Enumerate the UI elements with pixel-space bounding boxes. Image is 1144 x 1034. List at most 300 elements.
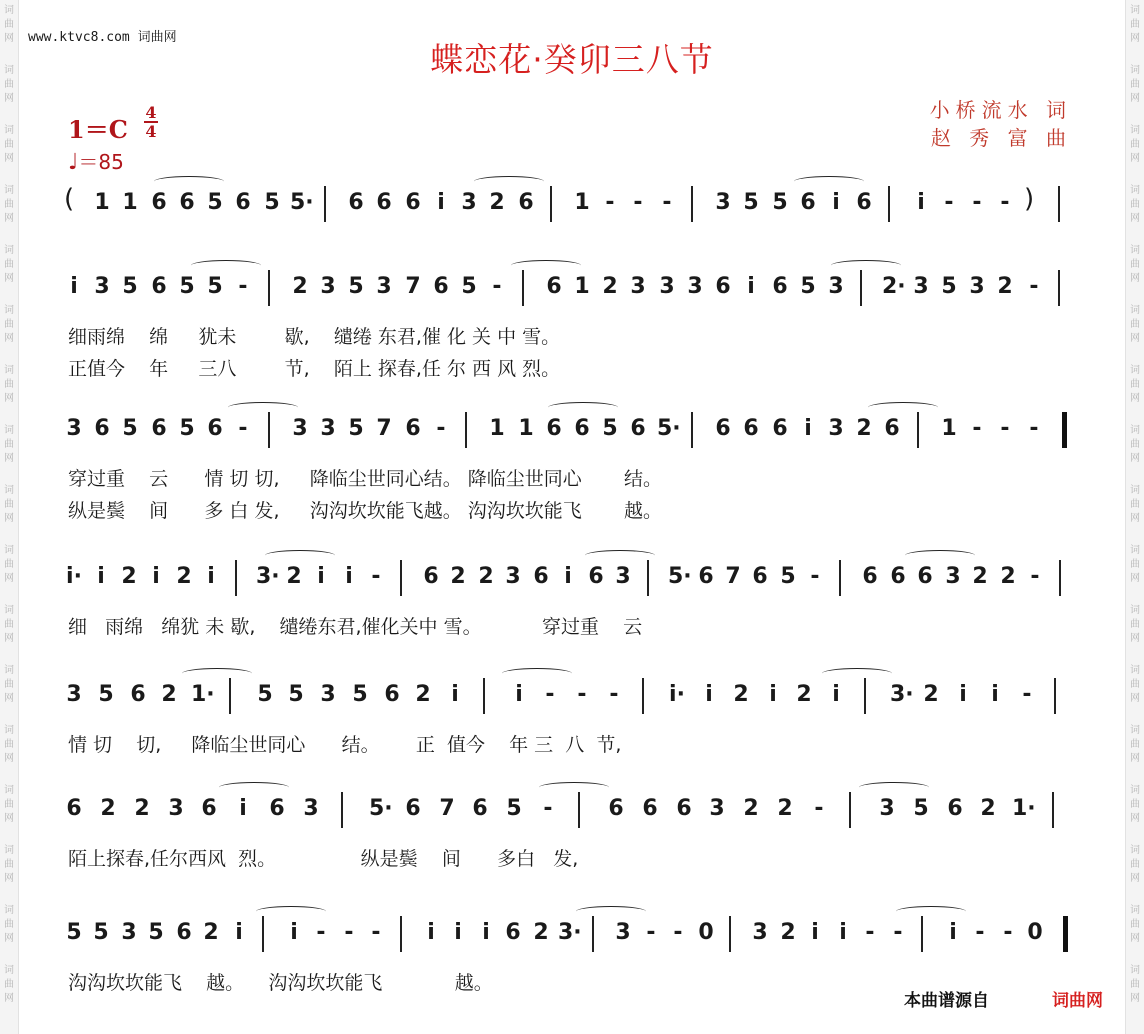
note: 6 — [884, 416, 900, 441]
note: i — [451, 682, 459, 707]
note: 1 — [574, 274, 590, 299]
note: 5 — [461, 274, 477, 299]
barline — [888, 186, 890, 222]
slur — [859, 782, 929, 793]
note: 5 — [257, 682, 273, 707]
note: - — [972, 190, 982, 215]
note: - — [371, 920, 381, 945]
note: 6 — [433, 274, 449, 299]
note: 3 — [828, 416, 844, 441]
site-watermark: www.ktvc8.com 词曲网 — [28, 30, 177, 45]
note: - — [1029, 416, 1039, 441]
note: 1· — [1012, 796, 1036, 821]
note: 5 — [780, 564, 796, 589]
note: 7 — [439, 796, 455, 821]
note: 6 — [94, 416, 110, 441]
note: i — [804, 416, 812, 441]
side-watermark: 词 曲 网 — [1130, 965, 1140, 1004]
note: 5 — [800, 274, 816, 299]
note: 2 — [923, 682, 939, 707]
note: 6 — [384, 682, 400, 707]
side-watermark: 词 曲 网 — [4, 545, 14, 584]
slur — [585, 550, 655, 561]
note: i — [959, 682, 967, 707]
note: 3 — [320, 682, 336, 707]
note: 6 — [201, 796, 217, 821]
note: 2 — [796, 682, 812, 707]
note: 6 — [151, 416, 167, 441]
note: 6 — [472, 796, 488, 821]
note: 2 — [100, 796, 116, 821]
lyricist-credit: 小桥流水 词 — [929, 98, 1072, 122]
note: 0 — [698, 920, 714, 945]
note: 3 — [320, 416, 336, 441]
note: 5 — [207, 190, 223, 215]
slur — [576, 906, 646, 917]
note: - — [972, 416, 982, 441]
note: - — [1022, 682, 1032, 707]
composer-credit: 赵 秀 富 曲 — [930, 126, 1072, 150]
side-watermark: 词 曲 网 — [4, 725, 14, 764]
note: 3· — [256, 564, 280, 589]
lyric-line: 陌上探春,任尔西风 烈。 纵是鬓 间 多白 发, — [68, 848, 579, 870]
note: 3 — [615, 564, 631, 589]
note: 6 — [405, 416, 421, 441]
note: 3 — [659, 274, 675, 299]
note: 3 — [66, 682, 82, 707]
note: 6 — [348, 190, 364, 215]
note: 5 — [148, 920, 164, 945]
note: 2 — [489, 190, 505, 215]
slur — [794, 176, 864, 187]
note: 2 — [176, 564, 192, 589]
slur — [502, 668, 572, 679]
note: 7 — [405, 274, 421, 299]
note: i — [832, 682, 840, 707]
side-watermark: 词 曲 网 — [4, 305, 14, 344]
barline — [465, 412, 467, 448]
note: 2 — [203, 920, 219, 945]
note: 7 — [376, 416, 392, 441]
side-watermark: 词 曲 网 — [1130, 905, 1140, 944]
side-watermark: 词 曲 网 — [1130, 725, 1140, 764]
note: 6 — [947, 796, 963, 821]
note: 2· — [882, 274, 906, 299]
barline — [642, 678, 644, 714]
final-barline — [1062, 412, 1067, 448]
note: 6 — [752, 564, 768, 589]
parenthesis: ) — [1024, 184, 1035, 214]
note: 2 — [478, 564, 494, 589]
side-watermark: 词 曲 网 — [1130, 5, 1140, 44]
note: 5 — [288, 682, 304, 707]
note: 2 — [780, 920, 796, 945]
side-watermark: 词 曲 网 — [1130, 425, 1140, 464]
note: 3 — [461, 190, 477, 215]
note: i — [917, 190, 925, 215]
note: 5 — [179, 274, 195, 299]
lyric-line: 细 雨绵 绵犹 未 歇, 缱绻东君,催化关中 雪。 穿过重 云 — [68, 616, 643, 638]
note: 5 — [602, 416, 618, 441]
note: 6 — [772, 416, 788, 441]
note: 0 — [1027, 920, 1043, 945]
note: 6 — [588, 564, 604, 589]
right-watermark-strip — [1125, 0, 1144, 1034]
barline — [860, 270, 862, 306]
note: 5· — [657, 416, 681, 441]
barline — [268, 412, 270, 448]
note: 5 — [941, 274, 957, 299]
side-watermark: 词 曲 网 — [4, 485, 14, 524]
note: 2 — [602, 274, 618, 299]
note: 5· — [369, 796, 393, 821]
note: 5· — [290, 190, 314, 215]
note: 6 — [546, 274, 562, 299]
note: 2 — [743, 796, 759, 821]
barline — [262, 916, 264, 952]
note: 1 — [94, 190, 110, 215]
notation-line — [64, 560, 1080, 594]
barline — [483, 678, 485, 714]
note: 2 — [415, 682, 431, 707]
note: 5 — [772, 190, 788, 215]
note: - — [646, 920, 656, 945]
side-watermark: 词 曲 网 — [1130, 245, 1140, 284]
note: 6 — [715, 416, 731, 441]
note: 6 — [176, 920, 192, 945]
side-watermark: 词 曲 网 — [1130, 665, 1140, 704]
note: 6 — [207, 416, 223, 441]
note: i — [949, 920, 957, 945]
side-watermark: 词 曲 网 — [1130, 785, 1140, 824]
note: 5 — [122, 416, 138, 441]
note: - — [577, 682, 587, 707]
note: 6 — [574, 416, 590, 441]
left-watermark-strip — [0, 0, 19, 1034]
note: 5 — [207, 274, 223, 299]
note: 3 — [945, 564, 961, 589]
note: i — [832, 190, 840, 215]
note: i — [515, 682, 523, 707]
note: 2 — [1000, 564, 1016, 589]
note: 6 — [743, 416, 759, 441]
barline — [1059, 560, 1061, 596]
side-watermark: 词 曲 网 — [4, 245, 14, 284]
note: 3 — [752, 920, 768, 945]
note: 1 — [122, 190, 138, 215]
note: 6 — [630, 416, 646, 441]
note: 6 — [151, 190, 167, 215]
note: i — [239, 796, 247, 821]
barline — [341, 792, 343, 828]
note: 1 — [574, 190, 590, 215]
side-watermark: 词 曲 网 — [4, 845, 14, 884]
tempo-mark — [68, 146, 124, 175]
note: - — [1029, 274, 1039, 299]
note: 6 — [405, 796, 421, 821]
side-watermark: 词 曲 网 — [4, 965, 14, 1004]
note: i — [769, 682, 777, 707]
barline — [917, 412, 919, 448]
note: 6 — [890, 564, 906, 589]
barline — [839, 560, 841, 596]
note: 3 — [879, 796, 895, 821]
parenthesis: ( — [64, 184, 75, 214]
note: i — [811, 920, 819, 945]
barline — [864, 678, 866, 714]
note: 3 — [709, 796, 725, 821]
note: - — [492, 274, 502, 299]
side-watermark: 词 曲 网 — [1130, 65, 1140, 104]
side-watermark: 词 曲 网 — [4, 365, 14, 404]
note: 2 — [533, 920, 549, 945]
note: i — [747, 274, 755, 299]
note: 5· — [668, 564, 692, 589]
barline — [729, 916, 731, 952]
note: - — [609, 682, 619, 707]
note: 5 — [264, 190, 280, 215]
barline — [400, 560, 402, 596]
note: 6 — [772, 274, 788, 299]
slur — [474, 176, 544, 187]
note: 2 — [997, 274, 1013, 299]
note: 2 — [121, 564, 137, 589]
slur — [868, 402, 938, 413]
note: 3 — [303, 796, 319, 821]
side-watermark: 词 曲 网 — [4, 785, 14, 824]
note: - — [975, 920, 985, 945]
slur — [539, 782, 609, 793]
note: - — [810, 564, 820, 589]
note: 5 — [743, 190, 759, 215]
slur — [511, 260, 581, 271]
slur — [228, 402, 298, 413]
side-watermark: 词 曲 网 — [1130, 845, 1140, 884]
note: i — [454, 920, 462, 945]
note: 5 — [66, 920, 82, 945]
note: i — [839, 920, 847, 945]
note: - — [545, 682, 555, 707]
barline — [691, 186, 693, 222]
note: 6 — [856, 190, 872, 215]
note: 5 — [913, 796, 929, 821]
side-watermark: 词 曲 网 — [1130, 185, 1140, 224]
note: i — [482, 920, 490, 945]
note: 2 — [292, 274, 308, 299]
note: 2 — [733, 682, 749, 707]
note: 1· — [191, 682, 215, 707]
note: - — [605, 190, 615, 215]
note: - — [865, 920, 875, 945]
side-watermark: 词 曲 网 — [1130, 365, 1140, 404]
note: - — [1000, 416, 1010, 441]
barline — [578, 792, 580, 828]
note: 5 — [506, 796, 522, 821]
slur — [548, 402, 618, 413]
note: 1 — [518, 416, 534, 441]
note: - — [238, 416, 248, 441]
note: 5 — [348, 274, 364, 299]
barline — [1052, 792, 1054, 828]
note: 2 — [972, 564, 988, 589]
note: 6 — [862, 564, 878, 589]
note: 1 — [489, 416, 505, 441]
note: - — [673, 920, 683, 945]
note: 6 — [715, 274, 731, 299]
note: 5 — [122, 274, 138, 299]
note: i· — [66, 564, 82, 589]
note: 6 — [642, 796, 658, 821]
note: i — [564, 564, 572, 589]
note: 5 — [348, 416, 364, 441]
credits — [930, 96, 1072, 152]
final-barline — [1063, 916, 1068, 952]
side-watermark: 词 曲 网 — [4, 605, 14, 644]
note: 5 — [179, 416, 195, 441]
note: 6 — [179, 190, 195, 215]
side-watermark: 词 曲 网 — [1130, 485, 1140, 524]
note: - — [814, 796, 824, 821]
notation-line — [64, 792, 1080, 826]
side-watermark: 词 曲 网 — [4, 65, 14, 104]
lyric-line: 穿过重 云 情 切 切, 降临尘世同心结。 降临尘世同心 结。 — [68, 468, 663, 490]
lyric-line: 沟沟坎坎能飞 越。 沟沟坎坎能飞 越。 — [68, 972, 493, 994]
note: 3· — [890, 682, 914, 707]
note: 5 — [93, 920, 109, 945]
barline — [522, 270, 524, 306]
slur — [831, 260, 901, 271]
note: 2 — [450, 564, 466, 589]
note: 3 — [969, 274, 985, 299]
note: 3 — [828, 274, 844, 299]
lyric-line: 细雨绵 绵 犹未 歇, 缱绻 东君,催 化 关 中 雪。 — [68, 326, 561, 348]
side-watermark: 词 曲 网 — [1130, 305, 1140, 344]
note: i — [427, 920, 435, 945]
note: 6 — [130, 682, 146, 707]
note: - — [1000, 190, 1010, 215]
barline — [400, 916, 402, 952]
note: 2 — [161, 682, 177, 707]
note: i — [345, 564, 353, 589]
barline — [268, 270, 270, 306]
note: - — [436, 416, 446, 441]
note: 6 — [698, 564, 714, 589]
note: 2 — [134, 796, 150, 821]
slur — [896, 906, 966, 917]
notation-line — [64, 186, 1080, 220]
note: - — [543, 796, 553, 821]
notation-line — [64, 678, 1080, 712]
slur — [265, 550, 335, 561]
quarter-note-icon: ♩ — [68, 150, 79, 175]
slur — [182, 668, 252, 679]
lyric-line: 纵是鬓 间 多 白 发, 沟沟坎坎能飞越。 沟沟坎坎能飞 越。 — [68, 500, 663, 522]
note: 1 — [941, 416, 957, 441]
side-watermark: 词 曲 网 — [1130, 545, 1140, 584]
note: i — [152, 564, 160, 589]
note: 3 — [66, 416, 82, 441]
side-watermark: 词 曲 网 — [1130, 125, 1140, 164]
note: 6 — [235, 190, 251, 215]
note: - — [371, 564, 381, 589]
side-watermark: 词 曲 网 — [4, 665, 14, 704]
slur — [191, 260, 261, 271]
time-signature — [144, 104, 158, 140]
time-denominator: 4 — [145, 122, 157, 141]
note: 5 — [352, 682, 368, 707]
slur — [822, 668, 892, 679]
note: i — [290, 920, 298, 945]
side-watermark: 词 曲 网 — [1130, 605, 1140, 644]
note: i — [70, 274, 78, 299]
song-title: 蝶恋花·癸卯三八节 — [430, 40, 714, 79]
barline — [1058, 186, 1060, 222]
side-watermark: 词 曲 网 — [4, 5, 14, 44]
side-watermark: 词 曲 网 — [4, 905, 14, 944]
barline — [324, 186, 326, 222]
note: 2 — [856, 416, 872, 441]
note: i — [97, 564, 105, 589]
note: - — [344, 920, 354, 945]
barline — [1054, 678, 1056, 714]
barline — [592, 916, 594, 952]
footer-source: 本曲谱源自 — [904, 991, 989, 1011]
note: i — [317, 564, 325, 589]
side-watermark: 词 曲 网 — [4, 425, 14, 464]
barline — [921, 916, 923, 952]
barline — [691, 412, 693, 448]
note: 6 — [917, 564, 933, 589]
note: 6 — [608, 796, 624, 821]
note: 6 — [518, 190, 534, 215]
slur — [905, 550, 975, 561]
note: 3 — [168, 796, 184, 821]
note: 3 — [913, 274, 929, 299]
note: 3 — [376, 274, 392, 299]
slur — [154, 176, 224, 187]
note: - — [893, 920, 903, 945]
note: 3· — [558, 920, 582, 945]
note: i — [705, 682, 713, 707]
note: 3 — [320, 274, 336, 299]
note: - — [238, 274, 248, 299]
note: i — [207, 564, 215, 589]
note: 3 — [505, 564, 521, 589]
note: - — [1030, 564, 1040, 589]
note: 6 — [151, 274, 167, 299]
note: 2 — [980, 796, 996, 821]
lyric-line: 情 切 切, 降临尘世同心 结。 正 值今 年 三 八 节, — [68, 734, 622, 756]
note: 3 — [121, 920, 137, 945]
note: i — [235, 920, 243, 945]
barline — [235, 560, 237, 596]
note: 2 — [286, 564, 302, 589]
note: - — [944, 190, 954, 215]
note: 6 — [800, 190, 816, 215]
note: 3 — [94, 274, 110, 299]
note: - — [633, 190, 643, 215]
note: 6 — [376, 190, 392, 215]
note: 3 — [292, 416, 308, 441]
footer-logo: 词曲网 — [1052, 991, 1103, 1011]
note: 7 — [725, 564, 741, 589]
lyric-line: 正值今 年 三八 节, 陌上 探春,任 尔 西 风 烈。 — [68, 358, 561, 380]
tempo-value: ＝85 — [78, 150, 124, 174]
note: i — [437, 190, 445, 215]
note: 3 — [687, 274, 703, 299]
note: 5 — [98, 682, 114, 707]
barline — [647, 560, 649, 596]
